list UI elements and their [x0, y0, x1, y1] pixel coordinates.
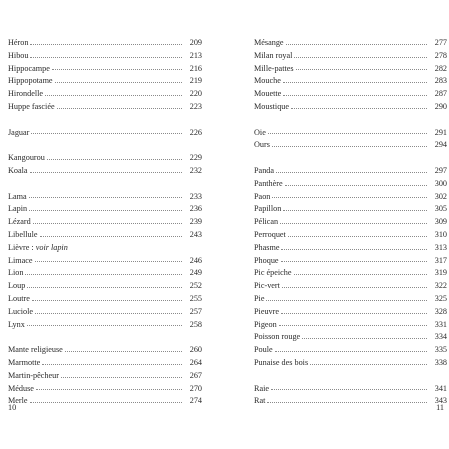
dot-leader: [272, 146, 427, 147]
entry-page-number: 239: [189, 217, 202, 227]
entry-page-number: 325: [434, 293, 447, 303]
group-spacer: [8, 178, 202, 191]
index-entry[interactable]: [8, 101, 202, 114]
entry-name: Phoque: [254, 255, 279, 265]
dot-leader: [27, 325, 182, 326]
entry-name: Héron: [8, 38, 29, 47]
dot-leader: [27, 287, 182, 288]
entry-page-number: 249: [189, 268, 202, 278]
index-entry[interactable]: [254, 357, 447, 370]
dot-leader: [281, 313, 427, 314]
entry-name: Pélican: [254, 217, 279, 227]
entry-name: Lapin: [8, 204, 28, 214]
entry-name: Luciole: [8, 306, 34, 316]
entry-name: Loup: [8, 281, 26, 291]
index-entry[interactable]: [254, 178, 447, 191]
entry-page-number: 294: [434, 140, 447, 150]
index-entry[interactable]: [254, 216, 447, 229]
entry-page-number: 309: [434, 217, 447, 227]
right-page: [225, 0, 449, 449]
index-entry[interactable]: [8, 370, 202, 383]
dot-leader: [296, 69, 427, 70]
entry-name: Loutre: [8, 293, 30, 303]
entry-page-number: 246: [189, 255, 202, 265]
index-entry[interactable]: [8, 127, 202, 140]
index-entry[interactable]: [8, 395, 202, 408]
entry-name: Lézard: [8, 217, 31, 227]
entry-page-number: 226: [189, 127, 202, 137]
index-entry[interactable]: [8, 63, 202, 76]
dot-leader: [281, 249, 427, 250]
entry-page-number: 278: [434, 50, 447, 60]
index-entry[interactable]: [8, 152, 202, 165]
dot-leader: [61, 377, 182, 378]
entry-page-number: 209: [189, 38, 202, 47]
index-entry[interactable]: [254, 127, 447, 140]
dot-leader: [285, 185, 427, 186]
entry-page-number: 277: [434, 38, 447, 47]
entry-page-number: 343: [434, 396, 447, 406]
entry-page-number: 252: [189, 281, 202, 291]
index-entry[interactable]: [254, 383, 447, 396]
dot-leader: [294, 274, 427, 275]
entry-page-number: 219: [189, 76, 202, 86]
index-entry[interactable]: [254, 344, 447, 357]
index-entry[interactable]: [254, 306, 447, 319]
index-entry[interactable]: [8, 165, 202, 178]
dot-leader: [283, 82, 427, 83]
dot-leader: [30, 402, 182, 403]
entry-page-number: 334: [434, 332, 447, 342]
index-entry[interactable]: [8, 37, 202, 50]
entry-page-number: 233: [189, 191, 202, 201]
entry-page-number: 310: [434, 229, 447, 239]
entry-page-number: 270: [189, 383, 202, 393]
entry-name: Mésange: [254, 38, 284, 47]
entry-name: Lynx: [8, 319, 25, 329]
group-spacer: [8, 331, 202, 344]
page-number: 10: [8, 403, 17, 412]
index-entry[interactable]: [254, 319, 447, 332]
entry-name: Libellule: [8, 229, 38, 239]
index-entry[interactable]: [254, 280, 447, 293]
entry-page-number: 216: [189, 63, 202, 73]
index-entry[interactable]: [254, 75, 447, 88]
dot-leader: [29, 197, 182, 198]
entry-page-number: 287: [434, 89, 447, 99]
entry-page-number: 264: [189, 357, 202, 367]
dot-leader: [276, 172, 427, 173]
dot-leader: [32, 300, 182, 301]
dot-leader: [266, 300, 427, 301]
entry-page-number: 236: [189, 204, 202, 214]
entry-page-number: 229: [189, 153, 202, 163]
entry-page-number: 274: [189, 396, 202, 406]
entry-page-number: 243: [189, 229, 202, 239]
page-number: 11: [436, 403, 444, 412]
dot-leader: [283, 95, 427, 96]
entry-page-number: 319: [434, 268, 447, 278]
index-entry[interactable]: [8, 357, 202, 370]
entry-name: Pic-vert: [254, 281, 280, 291]
entry-name: Poule: [254, 345, 273, 355]
dot-leader: [42, 364, 182, 365]
entry-name: Hirondelle: [8, 89, 44, 99]
entry-page-number: 255: [189, 293, 202, 303]
index-entry[interactable]: [8, 216, 202, 229]
index-entry[interactable]: [8, 50, 202, 63]
dot-leader: [55, 82, 182, 83]
index-entry[interactable]: [254, 63, 447, 76]
index-column-right: [254, 37, 447, 408]
entry-name: Pie: [254, 293, 265, 303]
dot-leader: [291, 108, 427, 109]
entry-page-number: 335: [434, 345, 447, 355]
entry-page-number: 291: [434, 127, 447, 137]
left-page: [0, 0, 224, 449]
dot-leader: [36, 389, 182, 390]
dot-leader: [281, 261, 427, 262]
entry-name: Rat: [254, 396, 266, 406]
entry-name: Lion: [8, 268, 24, 278]
index-entry[interactable]: [8, 267, 202, 280]
dot-leader: [30, 44, 182, 45]
dot-leader: [30, 57, 182, 58]
entry-name: Papillon: [254, 204, 282, 214]
entry-name: Perroquet: [254, 229, 286, 239]
dot-leader: [30, 172, 182, 173]
dot-leader: [35, 313, 182, 314]
dot-leader: [33, 223, 182, 224]
dot-leader: [286, 44, 427, 45]
entry-name: Mouche: [254, 76, 281, 86]
entry-name: Mante religieuse: [8, 345, 63, 355]
dot-leader: [272, 197, 427, 198]
entry-page-number: 220: [189, 89, 202, 99]
entry-name: Kangourou: [8, 153, 45, 163]
entry-page-number: 232: [189, 165, 202, 175]
entry-page-number: 260: [189, 345, 202, 355]
dot-leader: [40, 236, 182, 237]
entry-name: Lama: [8, 191, 27, 201]
index-entry[interactable]: [8, 229, 202, 242]
index-entry[interactable]: [254, 267, 447, 280]
entry-name: Mille-pattes: [254, 63, 294, 73]
dot-leader: [268, 133, 427, 134]
group-spacer: [8, 114, 202, 127]
entry-page-number: 300: [434, 178, 447, 188]
entry-page-number: 338: [434, 357, 447, 367]
index-column-left: [8, 37, 202, 408]
entry-name: Moustique: [254, 101, 290, 111]
entry-page-number: 328: [434, 306, 447, 316]
dot-leader: [302, 338, 427, 339]
dot-leader: [288, 236, 427, 237]
index-entry[interactable]: [8, 242, 202, 255]
entry-page-number: 258: [189, 319, 202, 329]
entry-page-number: 322: [434, 281, 447, 291]
entry-name: Phasme: [254, 242, 280, 252]
entry-name: Punaise des bois: [254, 357, 309, 367]
entry-name: Pieuvre: [254, 306, 280, 316]
entry-name: Panda: [254, 165, 275, 175]
dot-leader: [282, 287, 427, 288]
entry-name: Méduse: [8, 383, 34, 393]
entry-page-number: 305: [434, 204, 447, 214]
entry-name: Ours: [254, 140, 270, 150]
see-reference: voir lapin: [35, 242, 68, 252]
dot-leader: [45, 95, 182, 96]
entry-name: Oie: [254, 127, 266, 137]
dot-leader: [35, 261, 182, 262]
entry-page-number: 302: [434, 191, 447, 201]
entry-page-number: 341: [434, 383, 447, 393]
dot-leader: [31, 133, 182, 134]
index-entry[interactable]: [254, 37, 447, 50]
index-entry[interactable]: [254, 293, 447, 306]
index-entry[interactable]: [254, 331, 447, 344]
group-spacer: [254, 114, 447, 127]
index-entry[interactable]: [254, 191, 447, 204]
entry-name: Merle: [8, 396, 28, 406]
entry-name: Limace: [8, 255, 33, 265]
entry-page-number: 213: [189, 50, 202, 60]
entry-name: Jaguar: [8, 127, 30, 137]
entry-name: Milan royal: [254, 50, 293, 60]
entry-name: Pigeon: [254, 319, 277, 329]
index-entry[interactable]: [254, 165, 447, 178]
entry-name: Mouette: [254, 89, 282, 99]
entry-name: Huppe fasciée: [8, 101, 55, 111]
index-entry[interactable]: [254, 229, 447, 242]
dot-leader: [47, 159, 182, 160]
dot-leader: [271, 389, 427, 390]
entry-name: Hibou: [8, 50, 29, 60]
group-spacer: [8, 139, 202, 152]
index-entry[interactable]: [254, 395, 447, 408]
entry-page-number: 290: [434, 101, 447, 111]
entry-name: Paon: [254, 191, 271, 201]
entry-page-number: 331: [434, 319, 447, 329]
index-entry[interactable]: [254, 139, 447, 152]
index-entry[interactable]: [8, 319, 202, 332]
entry-name: Poisson rouge: [254, 332, 301, 342]
dot-leader: [52, 69, 182, 70]
index-entry[interactable]: [8, 255, 202, 268]
index-entry[interactable]: [8, 293, 202, 306]
index-entry[interactable]: [8, 88, 202, 101]
entry-page-number: 267: [189, 370, 202, 380]
dot-leader: [283, 210, 427, 211]
group-spacer: [254, 152, 447, 165]
entry-name: Raie: [254, 383, 270, 393]
dot-leader: [25, 274, 182, 275]
index-entry[interactable]: [8, 280, 202, 293]
index-entry[interactable]: [8, 75, 202, 88]
dot-leader: [280, 223, 427, 224]
index-entry[interactable]: [8, 191, 202, 204]
index-entry[interactable]: [8, 344, 202, 357]
entry-page-number: 282: [434, 63, 447, 73]
entry-name: Panthère: [254, 178, 283, 188]
entry-page-number: 223: [189, 101, 202, 111]
entry-name: Martin-pêcheur: [8, 370, 59, 380]
dot-leader: [294, 57, 427, 58]
entry-page-number: 283: [434, 76, 447, 86]
entry-name: Koala: [8, 165, 28, 175]
dot-leader: [267, 402, 427, 403]
index-entry[interactable]: [254, 101, 447, 114]
dot-leader: [310, 364, 427, 365]
index-entry[interactable]: [254, 242, 447, 255]
dot-leader: [29, 210, 182, 211]
entry-page-number: 297: [434, 165, 447, 175]
index-entry[interactable]: [254, 203, 447, 216]
entry-name: Hippopotame: [8, 76, 53, 86]
entry-page-number: 257: [189, 306, 202, 316]
entry-page-number: 313: [434, 242, 447, 252]
dot-leader: [279, 325, 427, 326]
index-entry[interactable]: [8, 383, 202, 396]
index-entry[interactable]: [8, 203, 202, 216]
dot-leader: [275, 351, 427, 352]
entry-name: Marmotte: [8, 357, 41, 367]
entry-name: Pic épeiche: [254, 268, 292, 278]
entry-name: Lièvre : voir lapin: [8, 242, 68, 252]
index-entry[interactable]: [254, 50, 447, 63]
entry-name: Hippocampe: [8, 63, 50, 73]
entry-page-number: 317: [434, 255, 447, 265]
index-entry[interactable]: [8, 306, 202, 319]
dot-leader: [57, 108, 182, 109]
group-spacer: [254, 370, 447, 383]
index-entry[interactable]: [254, 88, 447, 101]
index-entry[interactable]: [254, 255, 447, 268]
dot-leader: [65, 351, 182, 352]
